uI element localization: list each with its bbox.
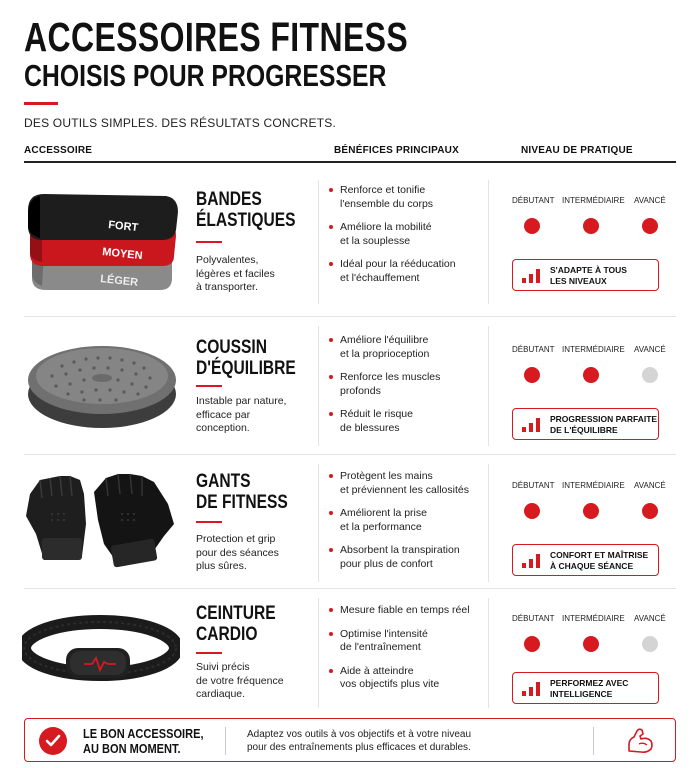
level-bars-icon <box>522 269 540 283</box>
level-dot-beginner <box>524 503 540 519</box>
column-header-level: NIVEAU DE PRATIQUE <box>521 145 633 156</box>
header-rule <box>24 161 676 163</box>
footer-divider <box>593 727 594 755</box>
product-row-gloves <box>0 456 700 586</box>
fitness-gloves-image <box>22 464 180 582</box>
bullet-dot <box>329 548 333 552</box>
level-dot-beginner <box>524 636 540 652</box>
column-header-accessory: ACCESSOIRE <box>24 145 93 156</box>
benefit-item: Renforce et tonifie l'ensemble du corps <box>328 184 478 211</box>
benefits-list <box>328 604 478 702</box>
benefit-item: Améliore la mobilité et la souplesse <box>328 221 478 248</box>
column-divider <box>318 180 319 304</box>
product-description: Protection et grip pour des séances plus sûres. <box>196 533 279 572</box>
product-title-rule <box>196 385 222 387</box>
benefit-item: Améliorent la prise et la performance <box>328 507 478 534</box>
row-separator <box>24 454 676 455</box>
product-row-heart-rate-belt <box>0 590 700 712</box>
benefit-item: Idéal pour la rééducation et l'échauffement <box>328 258 478 285</box>
level-label-intermediate: INTERMÉDIAIRE <box>562 196 625 205</box>
level-label-intermediate: INTERMÉDIAIRE <box>562 345 625 354</box>
row-separator <box>24 588 676 589</box>
benefit-item: Protègent les mains et préviennent les callosités <box>328 470 478 497</box>
level-badge <box>512 544 659 576</box>
level-label-advanced: AVANCÉ <box>634 481 666 490</box>
column-divider <box>318 464 319 582</box>
level-dot-advanced <box>642 503 658 519</box>
page-subtitle-heading: CHOISIS POUR PROGRESSER <box>24 58 387 93</box>
heart-rate-belt-image <box>22 602 180 702</box>
level-label-advanced: AVANCÉ <box>634 345 666 354</box>
level-dot-beginner <box>524 218 540 234</box>
benefit-item: Réduit le risque de blessures <box>328 408 478 435</box>
benefits-list <box>328 184 478 295</box>
bullet-dot <box>329 225 333 229</box>
band-label-medium: MOYEN <box>101 246 144 263</box>
bullet-dot <box>329 338 333 342</box>
product-description: Polyvalentes, légères et faciles à transporter. <box>196 254 275 293</box>
column-divider <box>488 326 489 446</box>
level-badge <box>512 259 659 291</box>
level-label-beginner: DÉBUTANT <box>512 196 555 205</box>
product-title: COUSSIN D'ÉQUILIBRE <box>196 337 296 379</box>
page-title: ACCESSOIRES FITNESS <box>24 14 409 60</box>
bullet-dot <box>329 632 333 636</box>
level-badge <box>512 408 659 440</box>
product-description: Instable par nature, efficace par conception. <box>196 395 287 434</box>
band-label-light: LÉGER <box>99 273 139 289</box>
level-bars-icon <box>522 682 540 696</box>
badge-text: CONFORT ET MAÎTRISE À CHAQUE SÉANCE <box>550 550 649 571</box>
level-bars-icon <box>522 418 540 432</box>
level-label-beginner: DÉBUTANT <box>512 481 555 490</box>
column-divider <box>318 326 319 446</box>
column-divider <box>488 598 489 708</box>
product-row-balance-cushion <box>0 318 700 452</box>
benefit-item: Absorbent la transpiration pour plus de confort <box>328 544 478 571</box>
column-divider <box>488 180 489 304</box>
level-label-advanced: AVANCÉ <box>634 614 666 623</box>
bullet-dot <box>329 262 333 266</box>
bullet-dot <box>329 511 333 515</box>
level-bars-icon <box>522 554 540 568</box>
benefits-list <box>328 470 478 581</box>
level-label-advanced: AVANCÉ <box>634 196 666 205</box>
tagline: DES OUTILS SIMPLES. DES RÉSULTATS CONCRETS. <box>24 116 336 130</box>
level-badge <box>512 672 659 704</box>
bullet-dot <box>329 474 333 478</box>
badge-text: PERFORMEZ AVEC INTELLIGENCE <box>550 678 629 699</box>
product-title: GANTS DE FITNESS <box>196 471 288 513</box>
checkmark-icon <box>39 727 67 755</box>
title-accent-rule <box>24 102 58 105</box>
badge-text: PROGRESSION PARFAITE DE L'ÉQUILIBRE <box>550 414 658 435</box>
benefit-item: Renforce les muscles profonds <box>328 371 478 398</box>
product-title-rule <box>196 521 222 523</box>
footer-divider <box>225 727 226 755</box>
flexed-arm-icon <box>625 727 655 760</box>
band-label-strong: FORT <box>107 219 139 235</box>
level-dot-advanced <box>642 367 658 383</box>
product-title: CEINTURE CARDIO <box>196 603 276 645</box>
level-label-beginner: DÉBUTANT <box>512 614 555 623</box>
badge-text: S'ADAPTE À TOUS LES NIVEAUX <box>550 265 627 286</box>
bullet-dot <box>329 608 333 612</box>
product-description: Suivi précis de votre fréquence cardiaque. <box>196 661 284 700</box>
footer-text: Adaptez vos outils à vos objectifs et à votre niveau pour des entraînements plus efficaces et durables. <box>247 729 472 753</box>
level-dot-intermediate <box>583 636 599 652</box>
resistance-bands-image <box>22 182 180 300</box>
product-title-rule <box>196 241 222 243</box>
column-divider <box>488 464 489 582</box>
benefits-list <box>328 334 478 445</box>
level-dot-beginner <box>524 367 540 383</box>
level-label-intermediate: INTERMÉDIAIRE <box>562 481 625 490</box>
benefit-item: Améliore l'équilibre et la proprioception <box>328 334 478 361</box>
product-title-rule <box>196 652 222 654</box>
column-header-benefits: BÉNÉFICES PRINCIPAUX <box>334 145 459 156</box>
practice-level <box>500 345 676 445</box>
balance-cushion-image <box>22 324 180 442</box>
level-dot-advanced <box>642 636 658 652</box>
footer-headline: LE BON ACCESSOIRE, AU BON MOMENT. <box>83 726 204 756</box>
level-dot-intermediate <box>583 218 599 234</box>
practice-level <box>500 196 676 296</box>
bullet-dot <box>329 188 333 192</box>
level-label-beginner: DÉBUTANT <box>512 345 555 354</box>
column-divider <box>318 598 319 708</box>
benefit-item: Aide à atteindre vos objectifs plus vite <box>328 665 478 692</box>
product-title: BANDES ÉLASTIQUES <box>196 189 296 231</box>
practice-level <box>500 614 676 714</box>
bullet-dot <box>329 669 333 673</box>
bullet-dot <box>329 412 333 416</box>
bullet-dot <box>329 375 333 379</box>
practice-level <box>500 481 676 581</box>
benefit-item: Mesure fiable en temps réel <box>328 604 478 618</box>
level-label-intermediate: INTERMÉDIAIRE <box>562 614 625 623</box>
level-dot-advanced <box>642 218 658 234</box>
row-separator <box>24 316 676 317</box>
level-dot-intermediate <box>583 503 599 519</box>
level-dot-intermediate <box>583 367 599 383</box>
footer-banner <box>24 718 676 762</box>
product-row-bands <box>0 172 700 312</box>
benefit-item: Optimise l'intensité de l'entraînement <box>328 628 478 655</box>
